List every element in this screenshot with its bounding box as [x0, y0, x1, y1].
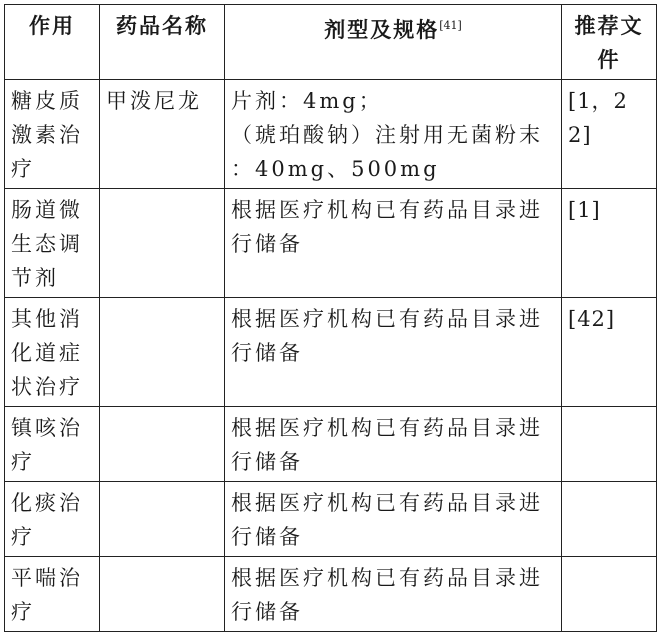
cell-spec: 根据医疗机构已有药品目录进行储备: [225, 482, 562, 557]
table-row: [5, 189, 657, 298]
cell-effect: 其他消化道症状治疗: [5, 298, 100, 407]
cell-ref: [562, 407, 657, 482]
cell-ref: [1，22]: [562, 80, 657, 189]
cell-spec: 根据医疗机构已有药品目录进行储备: [225, 407, 562, 482]
cell-spec: 根据医疗机构已有药品目录进行储备: [225, 189, 562, 298]
spec-line: （琥珀酸钠）注射用无菌粉末: [231, 123, 543, 147]
table-row: [5, 298, 657, 407]
cell-effect: 镇咳治疗: [5, 407, 100, 482]
cell-ref: [1]: [562, 189, 657, 298]
cell-effect: 平喘治疗: [5, 557, 100, 632]
cell-ref: [562, 557, 657, 632]
cell-spec: [225, 80, 562, 189]
header-drug-name: 药品名称: [100, 5, 225, 80]
header-spec-label: 剂型及规格: [324, 17, 440, 42]
spec-line: ：40mg、500mg: [231, 157, 440, 181]
cell-drug: [100, 407, 225, 482]
header-spec-ref: [41]: [439, 19, 462, 32]
cell-drug: [100, 298, 225, 407]
drug-table: [4, 4, 657, 632]
cell-ref: [562, 482, 657, 557]
header-effect: 作用: [5, 5, 100, 80]
table-row: [5, 557, 657, 632]
header-spec: [225, 5, 562, 80]
spec-line: 片剂：4mg；: [231, 89, 383, 113]
table-row: [5, 407, 657, 482]
cell-ref: [42]: [562, 298, 657, 407]
header-recommend-doc: 推荐文件: [562, 5, 657, 80]
table-row: [5, 80, 657, 189]
cell-spec: 根据医疗机构已有药品目录进行储备: [225, 557, 562, 632]
cell-effect: 糖皮质激素治疗: [5, 80, 100, 189]
cell-spec: 根据医疗机构已有药品目录进行储备: [225, 298, 562, 407]
cell-drug: [100, 482, 225, 557]
table-header-row: [5, 5, 657, 80]
cell-drug: [100, 189, 225, 298]
cell-effect: 肠道微生态调节剂: [5, 189, 100, 298]
cell-drug: [100, 557, 225, 632]
cell-effect: 化痰治疗: [5, 482, 100, 557]
table-row: [5, 482, 657, 557]
cell-drug: 甲泼尼龙: [100, 80, 225, 189]
